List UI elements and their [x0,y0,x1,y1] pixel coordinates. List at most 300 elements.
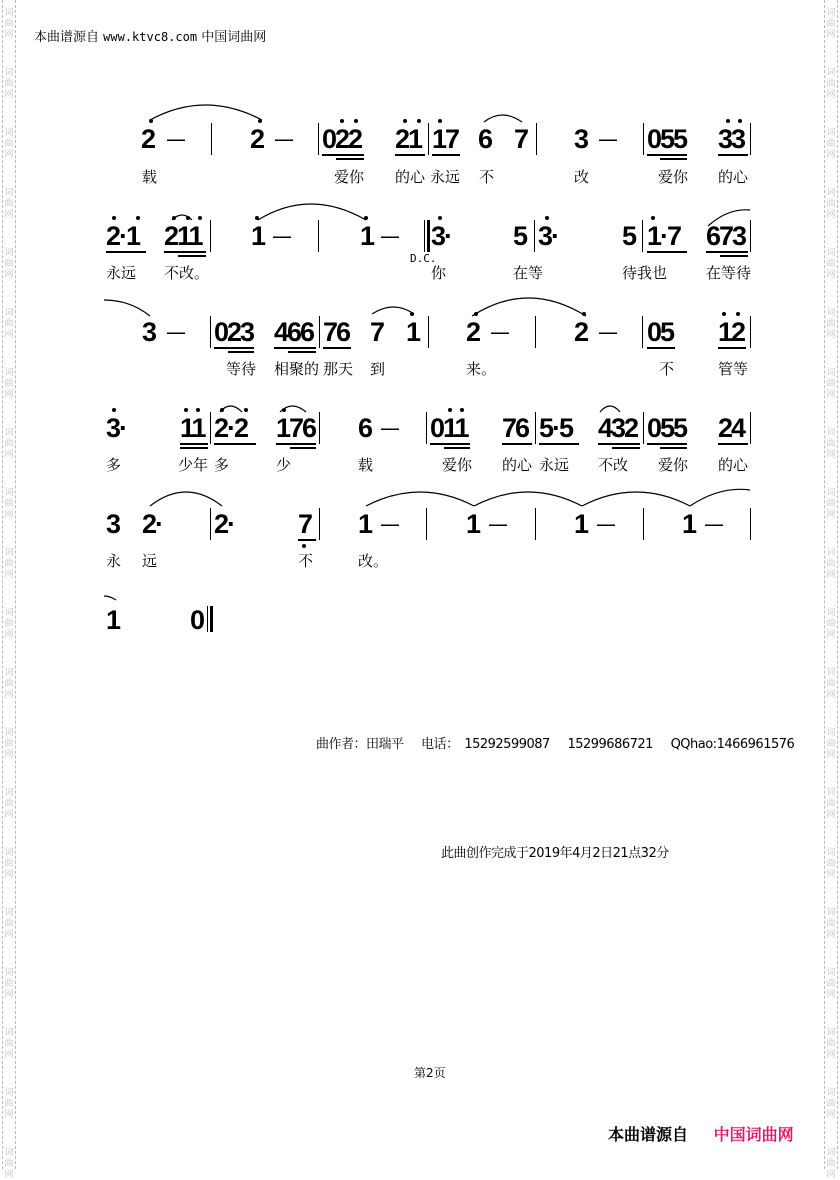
watermark-glyph: 词 [4,908,14,918]
watermark-glyph: 曲 [4,439,14,449]
barline [643,508,644,540]
watermark-glyph: 词 [826,1028,836,1038]
lyric: 永远 [539,456,570,474]
octave-dot [410,312,414,316]
octave-dot [244,408,248,412]
watermark-glyph: 网 [826,570,836,580]
watermark-glyph: 曲 [826,139,836,149]
watermark-glyph: 网 [4,630,14,640]
note: 2· [214,509,235,539]
note: 2 [466,317,480,347]
barline [210,220,211,252]
lyric: 那天 [323,360,354,378]
watermark-glyph: 曲 [4,679,14,689]
watermark-glyph: 曲 [826,259,836,269]
octave-dot [220,408,224,412]
watermark-glyph: 曲 [4,619,14,629]
dash: — [166,320,186,344]
watermark-glyph: 网 [826,990,836,1000]
underline [290,447,316,449]
underline [228,351,254,353]
underline [444,447,470,449]
underline [660,158,687,160]
watermark-glyph: 曲 [826,79,836,89]
underline [720,255,748,257]
end-barline [207,606,208,632]
watermark-glyph: 曲 [4,19,14,29]
slur [690,489,750,506]
lyric: 相聚的 [274,360,320,378]
qq-contact: QQhao:1466961576 [670,737,795,752]
underline [274,347,316,349]
note: 76 [502,413,529,443]
lyric: 载 [142,168,158,186]
barline [319,412,320,444]
note: 176 [276,413,316,443]
octave-dot [438,216,442,220]
barline [750,316,751,348]
barline [750,508,751,540]
dash: — [598,127,618,151]
underline [706,251,748,253]
watermark-glyph: 曲 [826,979,836,989]
underline [323,347,351,349]
phone-label: 电话： [421,737,459,752]
phone-2: 15299686721 [567,737,653,752]
octave-dot [340,119,344,123]
lyric: 改。 [358,552,389,570]
note: 33 [718,124,745,154]
lyric: 载 [358,456,374,474]
watermark-glyph: 曲 [4,1099,14,1109]
octave-dot [186,216,190,220]
underline [164,251,206,253]
watermark-glyph: 网 [826,30,836,40]
note: 3 [574,124,588,154]
watermark-glyph: 网 [826,390,836,400]
watermark-glyph: 词 [4,128,14,138]
watermark-glyph: 网 [826,1050,836,1060]
lyric: 不改 [598,456,629,474]
watermark-glyph: 网 [4,1050,14,1060]
watermark-glyph: 曲 [826,1099,836,1109]
note: 023 [214,317,254,347]
barline [750,412,751,444]
watermark-glyph: 曲 [4,259,14,269]
underline [432,154,460,156]
note: 5 [622,221,636,251]
underline [288,351,316,353]
note: 011 [430,413,468,443]
watermark-glyph: 网 [4,210,14,220]
phone-1: 15292599087 [464,737,550,752]
watermark-glyph: 词 [4,1028,14,1038]
footer-site[interactable]: 中国词曲网 [713,1125,794,1144]
octave-dot [738,119,742,123]
note: 2 [141,124,155,154]
watermark-glyph: 网 [826,150,836,160]
barline [319,508,320,540]
watermark-glyph: 网 [4,390,14,400]
watermark-glyph: 词 [826,1088,836,1098]
watermark-glyph: 词 [826,368,836,378]
watermark-glyph: 网 [826,930,836,940]
watermark-glyph: 词 [4,608,14,618]
note: 1 [406,317,420,347]
watermark-glyph: 曲 [826,919,836,929]
note: 6 [358,413,372,443]
octave-dot [354,119,358,123]
slur [104,596,116,600]
watermark-glyph: 网 [4,750,14,760]
watermark-glyph: 词 [826,548,836,558]
octave-dot [172,216,176,220]
watermark-glyph: 网 [4,690,14,700]
note: 1 [360,221,374,251]
lyric: 到 [370,360,386,378]
watermark-glyph: 词 [4,668,14,678]
lyric: 的心 [502,456,533,474]
octave-dot [474,312,478,316]
lyric: 待我也 [622,264,668,282]
note: 466 [274,317,314,347]
underline [502,443,532,445]
left-watermark-strip [2,0,16,1180]
lyric: 永远 [106,264,137,282]
note: 7 [514,124,528,154]
octave-dot [282,408,286,412]
watermark-glyph: 网 [4,150,14,160]
barline [643,123,644,155]
dash: — [598,320,618,344]
barline [642,316,643,348]
watermark-glyph: 曲 [826,619,836,629]
lyric: 爱你 [658,456,689,474]
watermark-glyph: 词 [4,1148,14,1158]
watermark-glyph: 网 [4,1110,14,1120]
note: 211 [164,221,202,251]
watermark-glyph: 词 [4,8,14,18]
octave-dot [417,119,421,123]
watermark-glyph: 词 [4,188,14,198]
watermark-glyph: 网 [4,90,14,100]
underline [718,443,748,445]
watermark-glyph: 曲 [4,1039,14,1049]
header-label: 本曲谱源自 [34,30,100,45]
note: 3 [142,317,156,347]
repeat-barline [424,220,425,252]
underline [612,447,640,449]
barline [642,220,643,252]
octave-dot [112,216,116,220]
watermark-glyph: 网 [826,810,836,820]
watermark-glyph: 曲 [4,559,14,569]
note: 3· [538,221,559,251]
barline [428,316,429,348]
watermark-glyph: 词 [826,488,836,498]
page-header [34,26,266,45]
lyric: 少年 [178,456,209,474]
watermark-glyph: 词 [826,788,836,798]
watermark-glyph: 词 [826,1148,836,1158]
watermark-glyph: 网 [826,510,836,520]
lyric: 的心 [718,456,749,474]
note: 1 [358,509,372,539]
watermark-glyph: 词 [4,848,14,858]
watermark-glyph: 曲 [4,799,14,809]
barline [534,220,535,252]
credits [316,733,808,752]
watermark-glyph: 曲 [4,319,14,329]
underline [539,443,579,445]
dash: — [704,512,724,536]
watermark-glyph: 曲 [826,19,836,29]
lyric: 在等 [513,264,544,282]
watermark-glyph: 曲 [826,679,836,689]
dash: — [380,416,400,440]
watermark-glyph: 网 [4,450,14,460]
watermark-glyph: 词 [4,788,14,798]
note: 432 [598,413,638,443]
underline [647,251,687,253]
watermark-glyph: 网 [826,210,836,220]
watermark-glyph: 词 [826,248,836,258]
note: 2 [250,124,264,154]
barline [643,412,644,444]
lyric: 少 [276,456,292,474]
octave-dot [403,119,407,123]
watermark-glyph: 曲 [4,79,14,89]
note: 6 [478,124,492,154]
underline [336,158,364,160]
watermark-glyph: 曲 [826,319,836,329]
watermark-glyph: 网 [826,330,836,340]
note: 2·1 [106,221,140,251]
slur [472,298,586,316]
note: 5·5 [539,413,573,443]
octave-dot [438,119,442,123]
watermark-glyph: 词 [826,128,836,138]
lyric: 爱你 [334,168,365,186]
barline [318,220,319,252]
underline [214,347,254,349]
note: 1 [251,221,265,251]
watermark-glyph: 曲 [4,919,14,929]
lyric: 不 [298,552,314,570]
underline [718,347,746,349]
barline [210,316,211,348]
watermark-glyph: 网 [826,690,836,700]
watermark-glyph: 词 [826,968,836,978]
underline [106,251,146,253]
watermark-glyph: 曲 [4,979,14,989]
barline [319,316,320,348]
note: 3· [106,413,127,443]
watermark-glyph: 曲 [826,859,836,869]
watermark-glyph: 曲 [826,739,836,749]
note: 21 [395,124,422,154]
dash: — [166,127,186,151]
note: 055 [647,124,687,154]
header-url[interactable]: www.ktvc8.com [103,30,198,44]
watermark-glyph: 网 [4,30,14,40]
note: 2 [574,317,588,347]
note: 3 [106,509,120,539]
note: 7 [298,509,312,539]
watermark-glyph: 曲 [826,439,836,449]
page-number: 第2页 [414,1066,446,1080]
lyric: 等待 [226,360,257,378]
octave-dot [726,119,730,123]
lyric: 不改。 [164,264,210,282]
note: 1 [106,605,120,635]
slur [600,406,620,412]
lyric: 永 [106,552,122,570]
barline [428,123,429,155]
watermark-glyph: 曲 [826,559,836,569]
watermark-glyph: 网 [826,450,836,460]
watermark-glyph: 网 [826,90,836,100]
watermark-glyph: 网 [826,870,836,880]
underline [276,443,316,445]
underline [322,154,364,156]
watermark-glyph: 曲 [4,139,14,149]
underline [660,447,687,449]
watermark-glyph: 曲 [826,1159,836,1169]
end-barline [210,606,213,632]
note: 76 [323,317,350,347]
lyric: 多 [106,456,122,474]
slur [484,115,522,122]
note: 673 [706,221,746,251]
watermark-glyph: 词 [4,68,14,78]
watermark-glyph: 曲 [826,379,836,389]
watermark-glyph: 曲 [4,859,14,869]
slur [150,492,222,506]
watermark-glyph: 曲 [4,379,14,389]
lyric: 爱你 [442,456,473,474]
underline [298,539,316,541]
watermark-glyph: 词 [4,308,14,318]
note: 7 [370,317,384,347]
note: 24 [718,413,745,443]
underline [718,154,748,156]
dash: — [380,512,400,536]
watermark-glyph: 网 [826,1170,836,1180]
note: 055 [647,413,687,443]
note: 17 [432,124,459,154]
slur [474,492,582,506]
watermark-glyph: 词 [826,848,836,858]
watermark-glyph: 词 [826,428,836,438]
completion-note: 此曲创作完成于2019年4月2日21点32分 [441,846,669,861]
underline [395,154,425,156]
watermark-glyph: 词 [4,248,14,258]
lyric: 多 [214,456,230,474]
underline [180,447,208,449]
dash: — [272,224,292,248]
barline [535,316,536,348]
dash: — [596,512,616,536]
lyric: 爱你 [658,168,689,186]
barline [210,508,211,540]
octave-dot [255,216,259,220]
slur [150,105,262,120]
watermark-glyph: 词 [4,968,14,978]
watermark-glyph: 网 [826,750,836,760]
note: 1 [682,509,696,539]
watermark-glyph: 网 [4,1170,14,1180]
watermark-glyph: 网 [4,330,14,340]
note: 2· [142,509,163,539]
note: 1 [574,509,588,539]
watermark-glyph: 曲 [826,799,836,809]
octave-dot [545,216,549,220]
watermark-glyph: 词 [4,428,14,438]
octave-dot [149,119,153,123]
note: 2·2 [214,413,248,443]
dash: — [490,320,510,344]
dc-marking: D.C. [410,252,437,265]
lyric: 管等 [718,360,749,378]
repeat-barline [427,220,430,252]
slur [372,307,414,314]
watermark-glyph: 词 [826,68,836,78]
note: 5 [513,221,527,251]
watermark-glyph: 曲 [4,199,14,209]
watermark-glyph: 网 [4,810,14,820]
composer: 曲作者：田瑞平 [316,737,404,752]
watermark-glyph: 网 [4,510,14,520]
octave-dot [736,312,740,316]
lyric: 改 [574,168,590,186]
lyric: 不 [659,360,675,378]
watermark-glyph: 词 [4,488,14,498]
barline [211,123,212,155]
barline [426,412,427,444]
watermark-glyph: 词 [4,548,14,558]
lyric: 永远 [430,168,461,186]
watermark-glyph: 词 [826,908,836,918]
underline [430,443,470,445]
watermark-glyph: 词 [4,368,14,378]
watermark-glyph: 曲 [4,499,14,509]
octave-dot [651,216,655,220]
watermark-glyph: 曲 [4,1159,14,1169]
watermark-glyph: 曲 [826,199,836,209]
barline [210,412,211,444]
watermark-glyph: 词 [826,188,836,198]
note: 1·7 [647,221,681,251]
lyric: 在等待 [706,264,752,282]
watermark-glyph: 网 [4,570,14,580]
watermark-glyph: 词 [826,668,836,678]
watermark-glyph: 网 [4,870,14,880]
low-octave-dot [302,544,306,548]
dash: — [380,224,400,248]
page-footer [608,1122,794,1145]
octave-dot [258,119,262,123]
dash: — [274,127,294,151]
watermark-glyph: 曲 [826,499,836,509]
octave-dot [460,408,464,412]
note: 0 [190,605,204,635]
lyric: 你 [431,264,447,282]
watermark-glyph: 网 [826,630,836,640]
note: 12 [718,317,745,347]
slur [104,300,150,316]
underline [647,443,687,445]
